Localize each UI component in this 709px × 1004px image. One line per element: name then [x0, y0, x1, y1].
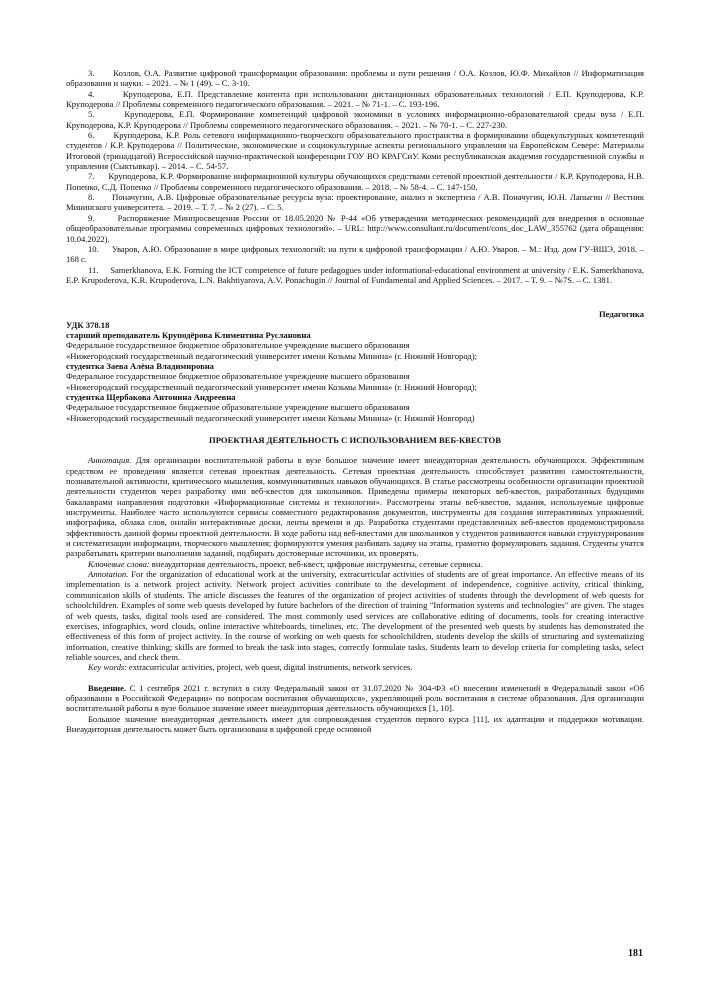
reference-number: 11.	[88, 264, 99, 275]
keywords-ru-label: Ключевые слова:	[88, 558, 150, 569]
author-organization: «Нижегородский государственный педагогический университет имени Козьмы Минина» (г. Нижний Новгород)	[66, 412, 475, 423]
reference-text: Круподерова, Е.П. Формирование компетенций цифровой экономики в условиях информационно-образовательной среды вуза / Е.П. Круподерова, К.Р. Круподерова // Проблемы современного педагогического образования. – 2021. – № 70-1. – С. 227-230.	[66, 109, 645, 130]
keywords-ru-text: внеаудиторная деятельность, проект, веб-квест, цифровые инструменты, сетевые сервисы.	[151, 558, 483, 569]
reference-item	[66, 89, 644, 110]
abstract-en	[66, 569, 644, 662]
reference-item	[66, 244, 644, 265]
reference-number: 9.	[88, 212, 95, 223]
author-name: студентка Щербакова Антонина Андреевна	[66, 391, 236, 402]
reference-text: Круподерова, Е.П. Представление контента при использовании дистанционных образовательных технологий / Е.П. Круподерова, К.Р. Круподерова // Проблемы современного педагогического образования. – 2021. – № 71-1. – С. 193-196.	[66, 88, 645, 110]
reference-number: 8.	[88, 192, 95, 203]
reference-number: 4.	[88, 88, 95, 99]
author-organization: Федеральное государственное бюджетное образовательное учреждение высшего образования	[66, 402, 410, 413]
reference-item	[66, 109, 644, 130]
body-paragraph: Большое значение внеаудиторная деятельность имеет для сопровождения студентов первого курса [11], их адаптации и поддержки мотивации. Внеаудиторная деятельность может быть организована в цифровой среде основной	[66, 713, 644, 734]
abstract-en-text: For the organization of educational work at the university, extracurricular activities of students are of great importance. An effective means of its implementation is a network project activity. Network project activities contribute to the development of independence, cognitive activity, critical thinking, communication skills of students. The article discusses the features of the organization of project activities of students through the development of web quests for schoolchildren. Examples of some web quests developed by future bachelors of the direction of training "Information systems and technologies" are given. The stages of web quests, tasks, digital tools used are considered. The most commonly used services are collaborative editing of documents, tools for creating interactive exercises, infographics, word clouds, online interactive whiteboards, timelines, etc. The development of the presented web quests by students has demonstrated the effectiveness of this form of project activity. In the course of working on web quests for schoolchildren, students develop the skills of structuring and systematizing information, creative thinking; skills are formed to break the task into stages, correctly formulate tasks. Students learn to develop criteria for completing tasks, select reliable sources, and check them.	[66, 569, 644, 662]
author-organization: Федеральное государственное бюджетное образовательное учреждение высшего образования	[66, 340, 410, 351]
article-title: ПРОЕКТНАЯ ДЕЯТЕЛЬНОСТЬ С ИСПОЛЬЗОВАНИЕМ ВЕБ-КВЕСТОВ	[209, 435, 501, 445]
abstract-ru-text: Для организации воспитательной работы в вузе большое значение имеет внеаудиторная деятельность обучающихся. Эффективным средством ее проведения является сетевая проектная деятельность. Сетевая проектная деятельность способствует развитию самостоятельности, познавательной активности, критического мышления, коммуникативных навыков обучающихся. В статье рассмотрены особенности организации проектной деятельности студентов через разработку ими веб-квестов для школьников. Приведены примеры некоторых веб-квестов, разработанных будущими бакалаврами направления подготовки «Информационные системы и технологии». Рассмотрены этапы веб-квестов, задания, используемые цифровые инструменты. Наиболее часто используются сервисы совместного редактирования документов, инструменты для создания интерактивных упражнений, инфографика, облака слов, онлайн интерактивные доски, ленты времени и др. Разработка студентами представленных веб-квестов продемонстрировала эффективность данной формы проектной деятельности. В ходе работы над веб-квестами для школьников у студентов развиваются навыки структурирования и систематизации информации, творческого мышления; формируются умения разбивать задачу на этапы, грамотно формулировать задания. Студенты учатся разрабатывать критерии выполнения заданий, подбирать достоверные источники, их проверять.	[66, 455, 644, 559]
reference-number: 6.	[88, 130, 95, 141]
author-organization: «Нижегородский государственный педагогический университет имени Козьмы Минина» (г. Нижний Новгород);	[66, 350, 477, 361]
reference-text: Козлов, О.А. Развитие цифровой трансформации образования: проблемы и пути решения / О.А. Козлов, Ю.Ф. Михайлов // Информатизация образования и науки. – 2021. – № 1 (49). – С. 3-10.	[66, 68, 644, 89]
reference-number: 10.	[88, 243, 99, 254]
reference-item	[66, 171, 644, 192]
abstract-ru	[66, 455, 644, 558]
reference-text: Круподерова, К.Р. Формирование информационной культуры обучающихся средствами сетевой проектной деятельности / К.Р. Круподерова, Н.В. Попенко, С.Д. Попенко // Проблемы современного педагогического образования. – 2018. – № 58-4. – С. 147-150.	[66, 171, 644, 192]
reference-number: 5.	[88, 109, 95, 120]
author-block	[66, 330, 644, 423]
keywords-en	[66, 662, 644, 672]
keywords-en-label: Key words	[88, 662, 125, 673]
author-name: студентка Заева Алёна Владимировна	[66, 360, 214, 371]
reference-text: Уваров, А.Ю. Образование в мире цифровых технологий: на пути к цифровой трансформации / А.Ю. Уваров. – М.: Изд. дом ГУ-ВШЭ, 2018. – 168 с.	[66, 243, 644, 265]
reference-text: Поначугин, А.В. Цифровые образовательные ресурсы вуза: проектирование, анализ и экспертиза / А.В. Поначугин, Ю.Н. Лапыгин // Вестник Мининского университета. – 2019. – Т. 7. – № 2 (27). – С. 5.	[66, 192, 644, 213]
keywords-ru	[66, 559, 644, 569]
page-content	[66, 68, 644, 734]
reference-list	[66, 68, 644, 285]
udk-code: УДК 378.18	[66, 319, 110, 330]
reference-item	[66, 213, 644, 244]
page-number: 181	[628, 948, 643, 959]
reference-number: 3.	[88, 68, 95, 78]
reference-text: Samerkhanova, E.K. Forming the ICT competence of future pedagogues under informational-educational environment at university / E.K. Samerkhanova, E.P. Krupoderova, K.R. Krupoderova, L.N. Bakhtiyarova, A.V. Ponachugin // Journal of Fundamental and Applied Sciences. – 2017. – Т. 9. – №7S. – С. 1381.	[66, 264, 644, 285]
introduction-paragraph	[66, 683, 644, 714]
reference-text: Распоряжение Минпросвещения России от 18.05.2020 № Р-44 «Об утверждении методических рекомендаций для внедрения в основные общеобразовательные программы современных цифровых технологий». – URL: http://www.consultant.ru/document/cons_doc_LAW_355762 (дата обращения: 10.04.2022).	[66, 212, 645, 244]
reference-item	[66, 130, 644, 171]
reference-number: 7.	[88, 171, 95, 182]
intro-label: Введение.	[88, 682, 127, 693]
keywords-en-text: : extracurricular activities, project, web quest, digital instruments, network services.	[124, 662, 413, 673]
section-label: Педагогика	[599, 309, 644, 320]
author-organization: Федеральное государственное бюджетное образовательное учреждение высшего образования	[66, 371, 410, 382]
reference-text: Круподерова, К.Р. Роль сетевого информационно-творческого образовательного пространства в формировании общекультурных компетенций студентов / К.Р. Круподерова // Политические, экономические и социокультурные аспекты регионального управления на Европейском Севере: Материалы Итоговой (тринадцатой) Всероссийской научно-практической конференции ГОУ ВО КРАГСиУ. Коми республиканская академия государственной службы и управления (Сыктывкар). – 2014. – С. 54-57.	[66, 130, 644, 172]
abstract-ru-label: Аннотация.	[88, 455, 132, 466]
reference-item	[66, 68, 644, 89]
reference-item	[66, 265, 644, 286]
reference-item	[66, 192, 644, 213]
author-name: старший преподаватель Круподёрова Климентина Руслановна	[66, 329, 311, 340]
intro-text: С 1 сентября 2021 г. вступил в силу Федеральный закон от 31.07.2020 № 304-ФЗ «О внесении изменений в Федеральный закон «Об образовании в Российской Федерации» по вопросам воспитания обучающихся», укрепляющий роль воспитания в системе образования. Для организации воспитательной работы в вузе большое значение имеет внеаудиторная деятельность обучающихся [1, 10].	[66, 682, 644, 714]
author-organization: «Нижегородский государственный педагогический университет имени Козьмы Минина» (г. Нижний Новгород);	[66, 381, 477, 392]
abstract-en-label: Annotation.	[88, 569, 129, 580]
